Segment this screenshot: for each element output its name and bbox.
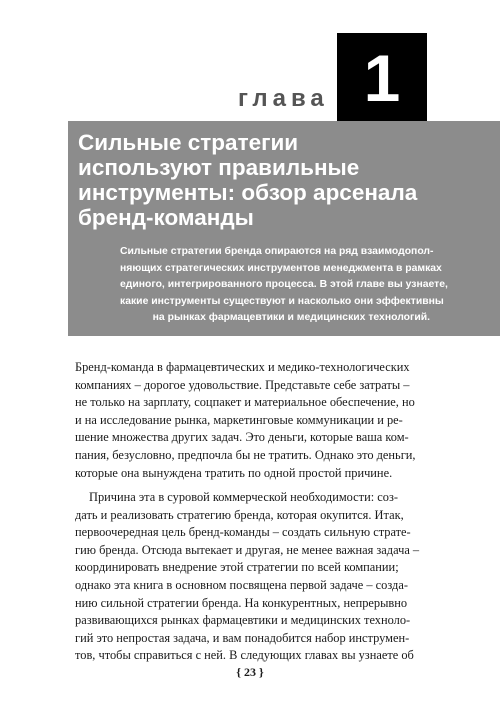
paragraph-line: нию сильной стратегии бренда. На конкурентных, непрерывно — [75, 595, 408, 610]
page-number: { 23 } — [236, 665, 264, 679]
paragraph-line: гий это непростая задача, и вам понадобится набор инструмен- — [75, 630, 410, 645]
paragraph-line: пания, безусловно, предпочла бы не тратить. Однако это деньги, — [75, 447, 416, 462]
chapter-lead-line: няющих стратегических инструментов менеджмента в рамках — [120, 262, 442, 274]
chapter-lead-line: на рынках фармацевтики и медицинских технологий. — [152, 312, 430, 323]
paragraph-line: Причина эта в суровой коммерческой необходимости: соз- — [89, 490, 398, 504]
paragraph-line: координировать внедрение этой стратегии по всей компании; — [75, 560, 399, 575]
body-paragraph-2 — [75, 489, 427, 665]
chapter-label: глава — [238, 85, 329, 112]
paragraph-line: Бренд-команда в фармацевтических и медико-технологических — [75, 360, 410, 374]
chapter-title-line: Сильные стратегии — [78, 130, 299, 155]
chapter-title-line: используют правильные — [78, 155, 360, 180]
chapter-lead-line: единого, интегрированного процесса. В этой главе вы узнаете, — [120, 279, 448, 290]
paragraph-line: однако эта книга в основном посвящена первой задаче – созда- — [75, 577, 408, 592]
chapter-number-box — [337, 33, 427, 121]
chapter-lead-line: Сильные стратегии бренда опираются на ряд взаимодопол- — [120, 246, 434, 257]
chapter-title — [78, 130, 448, 230]
paragraph-line: не только на зарплату, соцпакет и материальное обеспечение, но — [75, 395, 415, 410]
chapter-title-line: бренд-команды — [78, 205, 254, 230]
paragraph-line: дать и реализовать стратегию бренда, которая окупится. Итак, — [75, 507, 404, 522]
paragraph-line: первоочередная цель бренд-команды – создать сильную страте- — [75, 525, 411, 540]
body-paragraph-1 — [75, 359, 427, 482]
chapter-title-line: инструменты: обзор арсенала — [78, 180, 418, 205]
paragraph-line: тов, чтобы справиться с ней. В следующих главах вы узнаете об — [75, 648, 414, 663]
paragraph-line: развивающихся рынках фармацевтики и медицинских техноло- — [75, 613, 411, 628]
chapter-number: 1 — [363, 41, 401, 115]
paragraph-line: которые она вынуждена тратить по одной простой причине. — [75, 465, 393, 480]
paragraph-line: компаниях – дорогое удовольствие. Представьте себе затраты – — [75, 377, 410, 392]
paragraph-line: гию бренда. Отсюда вытекает и другая, не менее важная задача – — [75, 542, 420, 557]
paragraph-line: и на исследование рынка, маркетинговые коммуникации и ре- — [75, 412, 403, 427]
paragraph-line: шение множества других задач. Это деньги, которые ваша ком- — [75, 430, 409, 445]
chapter-lead — [120, 244, 448, 327]
chapter-lead-line: какие инструменты существуют и насколько они эффективны — [120, 295, 444, 307]
